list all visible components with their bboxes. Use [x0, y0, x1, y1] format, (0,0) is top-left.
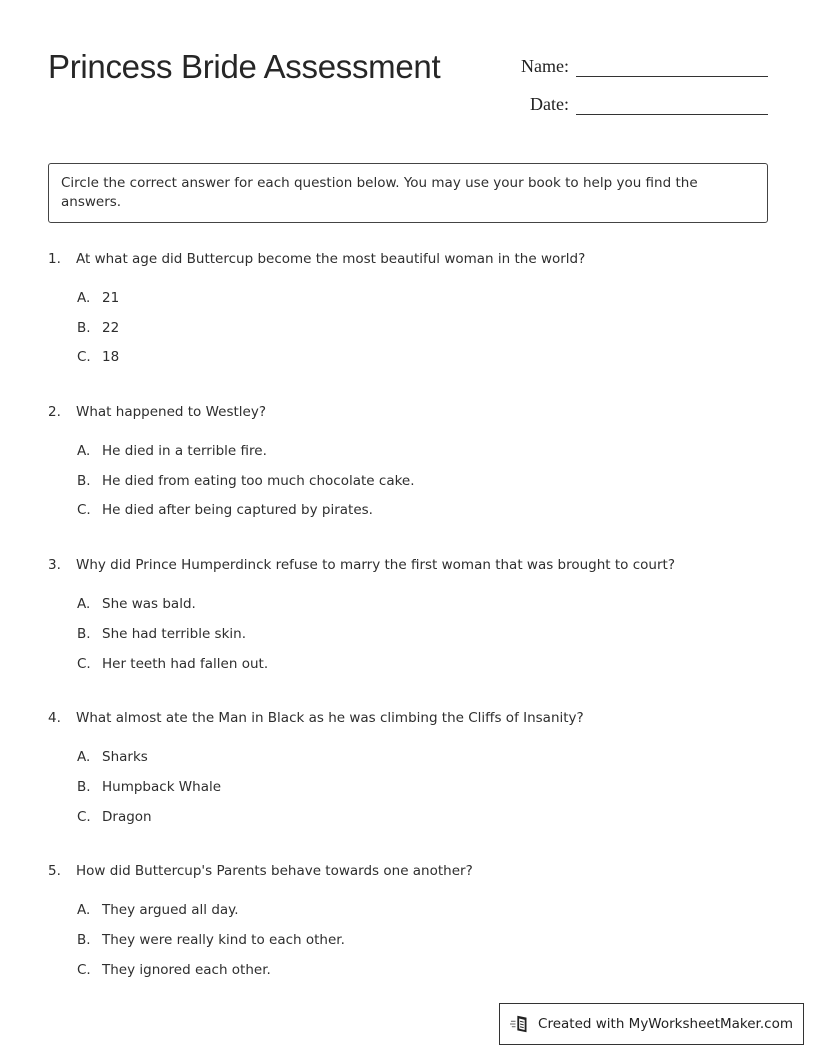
question-number: 1. [48, 251, 61, 267]
name-field [509, 52, 768, 77]
choice-letter: B. [77, 625, 91, 642]
question-1 [48, 249, 768, 377]
choice-text: They were really kind to each other. [102, 931, 345, 948]
choice-c[interactable] [77, 960, 768, 990]
created-with-badge[interactable] [499, 1003, 804, 1045]
choice-a[interactable] [77, 747, 768, 777]
choice-b[interactable] [77, 318, 768, 348]
name-label: Name: [521, 56, 569, 76]
name-blank-line [576, 52, 768, 77]
choice-letter: A. [77, 290, 91, 306]
choice-text: They argued all day. [102, 902, 239, 919]
page-title: Princess Bride Assessment [48, 48, 441, 85]
choice-text: She had terrible skin. [102, 625, 246, 642]
choice-letter: B. [77, 778, 91, 795]
choice-letter: C. [77, 349, 91, 366]
question-5 [48, 861, 768, 989]
choice-list [48, 900, 768, 989]
choice-b[interactable] [77, 471, 768, 501]
choice-letter: B. [77, 472, 91, 489]
date-blank-line [576, 90, 768, 115]
choice-c[interactable] [77, 347, 768, 377]
question-number: 2. [48, 404, 61, 421]
choice-letter: B. [77, 931, 91, 948]
choice-b[interactable] [77, 624, 768, 654]
choice-a[interactable] [77, 900, 768, 930]
choice-text: 18 [102, 349, 120, 366]
choice-letter: C. [77, 502, 91, 519]
choice-text: They ignored each other. [102, 961, 271, 978]
worksheet-logo-icon [510, 1013, 532, 1035]
choice-list [48, 441, 768, 530]
question-text: Why did Prince Humperdinck refuse to marry the first woman that was brought to court? [76, 557, 675, 574]
choice-letter: A. [77, 749, 91, 766]
choice-letter: C. [77, 808, 91, 825]
choice-b[interactable] [77, 930, 768, 960]
instructions-box: Circle the correct answer for each question below. You may use your book to help you find the answers. [48, 163, 768, 223]
choice-text: He died in a terrible fire. [102, 443, 267, 460]
question-text: At what age did Buttercup become the most beautiful woman in the world? [76, 251, 586, 267]
question-text: What happened to Westley? [76, 404, 267, 421]
question-number: 4. [48, 710, 61, 727]
question-text: What almost ate the Man in Black as he was climbing the Cliffs of Insanity? [76, 710, 584, 727]
choice-b[interactable] [77, 777, 768, 807]
choice-text: He died after being captured by pirates. [102, 502, 373, 519]
choice-letter: A. [77, 596, 91, 613]
choice-c[interactable] [77, 500, 768, 530]
choice-text: He died from eating too much chocolate cake. [102, 472, 415, 489]
choice-a[interactable] [77, 441, 768, 471]
choice-letter: C. [77, 655, 91, 672]
choice-letter: A. [77, 902, 91, 919]
date-field [509, 90, 768, 115]
question-2 [48, 402, 768, 530]
choice-text: 22 [102, 319, 120, 336]
choice-text: 21 [102, 290, 120, 306]
choice-list [48, 594, 768, 683]
choice-text: Humpback Whale [102, 778, 222, 795]
choice-c[interactable] [77, 807, 768, 837]
question-list [48, 249, 768, 1014]
choice-list [48, 747, 768, 836]
choice-text: She was bald. [102, 596, 196, 613]
choice-letter: B. [77, 319, 91, 336]
choice-a[interactable] [77, 288, 768, 318]
choice-text: Sharks [102, 749, 148, 766]
question-text: How did Buttercup's Parents behave towards one another? [76, 863, 473, 880]
choice-letter: A. [77, 443, 91, 460]
question-3 [48, 555, 768, 683]
footer-text: Created with MyWorksheetMaker.com [538, 1016, 793, 1032]
choice-a[interactable] [77, 594, 768, 624]
choice-list [48, 288, 768, 377]
question-number: 3. [48, 557, 61, 574]
question-4 [48, 708, 768, 836]
choice-text: Her teeth had fallen out. [102, 655, 269, 672]
question-number: 5. [48, 863, 61, 880]
choice-letter: C. [77, 961, 91, 978]
choice-text: Dragon [102, 808, 152, 825]
choice-c[interactable] [77, 654, 768, 684]
date-label: Date: [530, 94, 569, 114]
